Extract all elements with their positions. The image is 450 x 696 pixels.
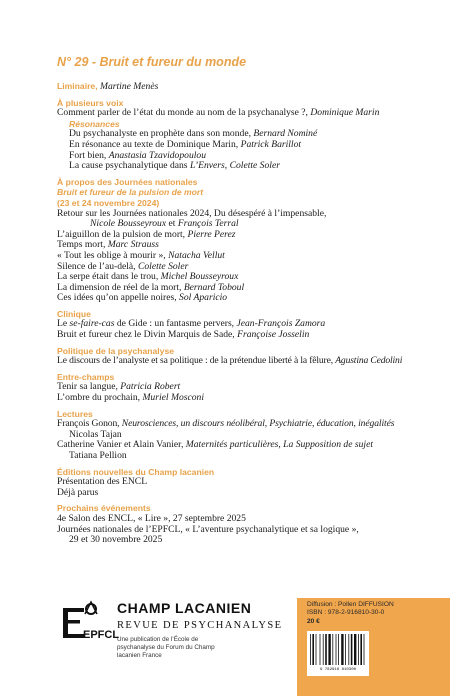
list-item: Ces idées qu’on appelle noires, Sol Aparicio xyxy=(57,292,228,304)
author-name: Martine Menès xyxy=(99,81,159,92)
section-heading-journees: À propos des Journées nationales xyxy=(57,176,198,187)
author-name: Colette Soler xyxy=(229,160,280,172)
section-heading-editions: Éditions nouvelles du Champ lacanien xyxy=(57,466,215,477)
price-text: 20 € xyxy=(307,617,320,625)
list-item: L’ombre du prochain, Muriel Mosconi xyxy=(57,392,204,404)
barcode-bar xyxy=(358,634,359,665)
list-item: Présentation des ENCL xyxy=(57,476,148,488)
list-item: François Gonon, Neurosciences, un discours néolibéral, Psychiatrie, éducation, inégalités xyxy=(57,418,395,430)
distribution-box xyxy=(297,598,450,696)
list-item: Nicolas Tajan xyxy=(69,428,122,440)
distribution-info xyxy=(307,601,394,626)
barcode-bar xyxy=(328,634,330,665)
list-item: Catherine Vanier et Alain Vanier, Maternités particulières, La Supposition de sujet xyxy=(57,439,373,451)
list-item: Nicole Bousseyroux et François Terral xyxy=(90,218,239,230)
barcode-bar xyxy=(348,634,349,665)
author-name: Patrick Barillot xyxy=(240,138,302,150)
author-name: Agustina Cedolini xyxy=(335,355,403,367)
list-item: 29 et 30 novembre 2025 xyxy=(69,534,163,546)
list-item: La dimension de réel de la mort, Bernard Toboul xyxy=(57,281,245,293)
barcode-digits: 9 782916 810300 xyxy=(319,668,356,672)
list-item: La cause psychanalytique dans L’Envers, Colette Soler xyxy=(69,160,280,172)
section-heading-clinique: Clinique xyxy=(57,308,91,319)
author-name: François Terral xyxy=(177,218,239,230)
barcode-bar xyxy=(332,634,333,665)
list-item: La serpe était dans le trou, Michel Bousseyroux xyxy=(57,271,239,283)
subsection-heading-pulsion: Bruit et fureur de la pulsion de mort xyxy=(57,187,204,198)
list-item: Le discours de l’analyste et sa politique : de la prétendue liberté à la fêlure, Agustina Cedolini xyxy=(57,355,403,367)
barcode-bar xyxy=(345,634,346,665)
epfcl-logo-icon xyxy=(61,598,120,642)
barcode-bar xyxy=(351,634,353,665)
author-name: Colette Soler xyxy=(137,260,189,272)
brand-title: CHAMP LACANIEN xyxy=(117,600,252,616)
barcode-bar xyxy=(338,634,339,665)
author-name: Muriel Mosconi xyxy=(142,392,204,404)
author-name: Marc Strauss xyxy=(107,239,159,251)
author-name: Pierre Perez xyxy=(187,228,236,240)
isbn-text: ISBN : 978-2-916810-30-0 xyxy=(307,609,385,617)
author-name: Bernard Toboul xyxy=(183,281,245,293)
section-heading-text: Liminaire, xyxy=(57,81,98,91)
diffusion-text: Diffusion : Pollen DIFFUSION xyxy=(307,601,394,608)
list-item: Temps mort, Marc Strauss xyxy=(57,239,159,251)
list-item: Tenir sa langue, Patricia Robert xyxy=(57,381,181,393)
barcode-bar xyxy=(312,634,314,665)
list-item: 4e Salon des ENCL, « Lire », 27 septembre 2025 xyxy=(57,512,246,524)
list-item: Silence de l’au-delà, Colette Soler xyxy=(57,260,189,272)
barcode-bar xyxy=(323,634,324,665)
barcode-bar xyxy=(341,634,343,665)
subsection-dates: (23 et 24 novembre 2024) xyxy=(57,197,160,208)
subsection-heading-resonances: Résonances xyxy=(69,118,120,129)
author-name: Nicole Bousseyroux xyxy=(90,218,167,230)
section-heading-liminaire xyxy=(57,81,442,93)
section-heading-plusieurs-voix: À plusieurs voix xyxy=(57,97,124,108)
section-heading-evenements: Prochains événements xyxy=(57,503,151,514)
list-item: Comment parler de l’état du monde au nom de la psychanalyse ?, Dominique Marin xyxy=(57,107,380,119)
section-heading-entre-champs: Entre-champs xyxy=(57,371,115,382)
list-item: Le se-faire-cas de Gide : un fantasme pervers, Jean-François Zamora xyxy=(57,318,326,330)
author-name: Bernard Nominé xyxy=(253,128,318,140)
list-item: Journées nationales de l’EPFCL, « L’aventure psychanalytique et sa logique », xyxy=(57,523,359,535)
barcode-bar xyxy=(336,634,337,665)
barcode-bar xyxy=(354,634,356,665)
logo-text: EPFCL xyxy=(83,629,120,641)
author-name: Patricia Robert xyxy=(120,381,181,393)
table-of-contents xyxy=(57,81,442,546)
barcode xyxy=(307,631,369,676)
list-item: L’aiguillon de la pulsion de mort, Pierre Perez xyxy=(57,228,236,240)
list-item: Déjà parus xyxy=(57,486,99,498)
barcode-icon xyxy=(307,631,369,667)
barcode-bar xyxy=(364,634,365,665)
list-item: Retour sur les Journées nationales 2024, Du désespéré à l’impensable, xyxy=(57,207,327,219)
revue-subtitle: REVUE DE PSYCHANALYSE xyxy=(117,620,283,631)
barcode-bar xyxy=(325,634,327,665)
author-name: Anastasia Tzavidopoulou xyxy=(108,149,206,161)
list-item: Bruit et fureur chez le Divin Marquis de Sade, Françoise Josselin xyxy=(57,329,310,341)
barcode-bar xyxy=(360,634,362,665)
author-name: Natacha Vellut xyxy=(168,249,225,261)
barcode-bar xyxy=(310,634,311,665)
list-item: Fort bien, Anastasia Tzavidopoulou xyxy=(69,149,206,161)
author-name: Jean-François Zamora xyxy=(236,318,326,330)
list-item: Du psychanalyste en prophète dans son monde, Bernard Nominé xyxy=(69,128,318,140)
author-name: Françoise Josselin xyxy=(237,329,310,341)
issue-title: N° 29 - Bruit et fureur du monde xyxy=(57,55,247,69)
barcode-bar xyxy=(320,634,321,665)
list-item: En résonance au texte de Dominique Marin, Patrick Barillot xyxy=(69,138,302,150)
list-item: « Tout les oblige à mourir », Natacha Vellut xyxy=(57,249,225,261)
barcode-bar xyxy=(316,634,317,665)
author-name: Dominique Marin xyxy=(310,107,380,119)
author-name: Sol Aparicio xyxy=(179,292,228,304)
author-name: Michel Bousseyroux xyxy=(160,271,239,283)
list-item: Tatiana Pellion xyxy=(69,450,127,461)
section-heading-lectures: Lectures xyxy=(57,408,93,419)
publication-line: Une publication de l’École de psychanalyse du Forum du Champ lacanien France xyxy=(117,636,215,659)
section-heading-politique: Politique de la psychanalyse xyxy=(57,345,175,356)
